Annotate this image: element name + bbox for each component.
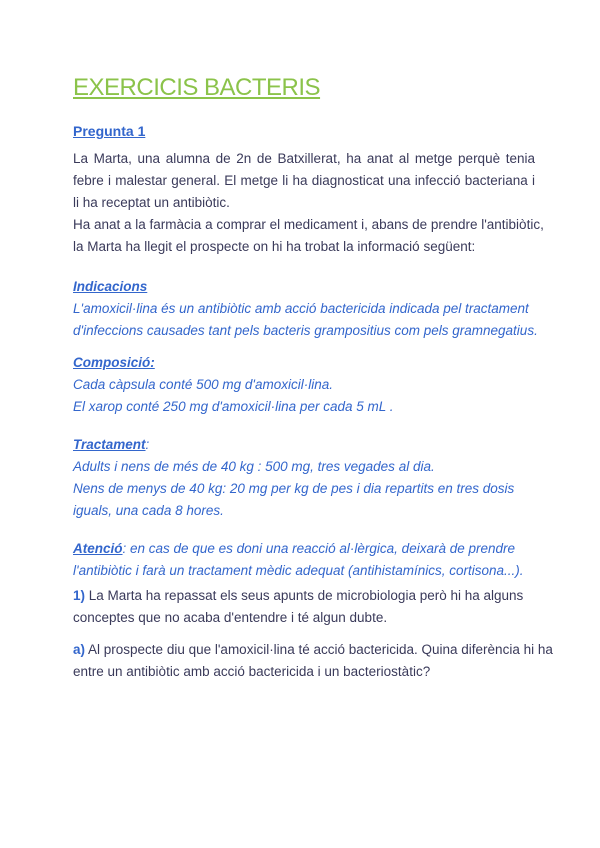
tractament-line1: Adults i nens de més de 40 kg : 500 mg, tres vegades al dia. — [73, 459, 435, 474]
indicacions-heading: Indicacions — [73, 279, 148, 294]
tractament-line2: Nens de menys de 40 kg: 20 mg per kg de pes i dia repartits en tres dosis — [73, 481, 515, 496]
atencio-line1 — [73, 538, 535, 560]
indicacions-line1: L'amoxicil·lina és un antibiòtic amb acció bactericida indicada pel tractament — [73, 301, 529, 316]
page-title: EXERCICIS BACTERIS — [73, 74, 321, 101]
section-indicacions — [73, 276, 538, 342]
tractament-line3: iguals, una cada 8 hores. — [73, 503, 224, 518]
item1-line1-text: La Marta ha repassat els seus apunts de microbiologia però hi ha alguns — [85, 588, 524, 603]
itema-line1-text: Al prospecte diu que l'amoxicil·lina té acció bactericida. Quina diferència hi ha — [85, 642, 553, 657]
indicacions-line2: d'infeccions causades tant pels bacteris grampositius com pels gramnegatius. — [73, 323, 538, 338]
tractament-heading-line — [73, 434, 535, 456]
itema-line2: entre un antibiòtic amb acció bactericida i un bacteriostàtic? — [73, 664, 431, 679]
tractament-heading-suffix: : — [145, 437, 150, 452]
section-atencio — [73, 538, 535, 582]
atencio-line1-text: : en cas de que es doni una reacció al·lèrgica, deixarà de prendre — [122, 541, 516, 556]
atencio-line2: l'antibiòtic i farà un tractament mèdic adequat (antihistamínics, cortisona...). — [73, 563, 524, 578]
section-composicio — [73, 352, 535, 418]
composicio-line1: Cada càpsula conté 500 mg d'amoxicil·lina. — [73, 377, 333, 392]
section-tractament — [73, 434, 535, 522]
intro-paragraph-1: La Marta, una alumna de 2n de Batxillerat, ha anat al metge perquè tenia febre i malestar general. El metge li ha diagnosticat una infecció bacteriana i li ha receptat un antibiòtic. — [73, 151, 535, 210]
composicio-heading: Composició: — [73, 355, 155, 370]
question-heading: Pregunta 1 — [73, 123, 146, 139]
tractament-heading: Tractament — [73, 437, 146, 452]
intro-p2-line2: la Marta ha llegit el prospecte on hi ha trobat la informació següent: — [73, 239, 476, 254]
atencio-heading: Atenció — [73, 541, 123, 556]
item1-line1 — [73, 585, 535, 607]
intro-p2-line1: Ha anat a la farmàcia a comprar el medicament i, abans de prendre l'antibiòtic, — [73, 217, 544, 232]
composicio-line2: El xarop conté 250 mg d'amoxicil·lina per cada 5 mL . — [73, 399, 394, 414]
question-item-1 — [73, 585, 535, 629]
item1-line2: conceptes que no acaba d'entendre i té algun dubte. — [73, 610, 388, 625]
intro-paragraph-2 — [73, 214, 544, 258]
item1-number: 1) — [73, 588, 86, 603]
question-item-a — [73, 639, 553, 683]
itema-letter: a) — [73, 642, 86, 657]
itema-line1 — [73, 639, 553, 661]
